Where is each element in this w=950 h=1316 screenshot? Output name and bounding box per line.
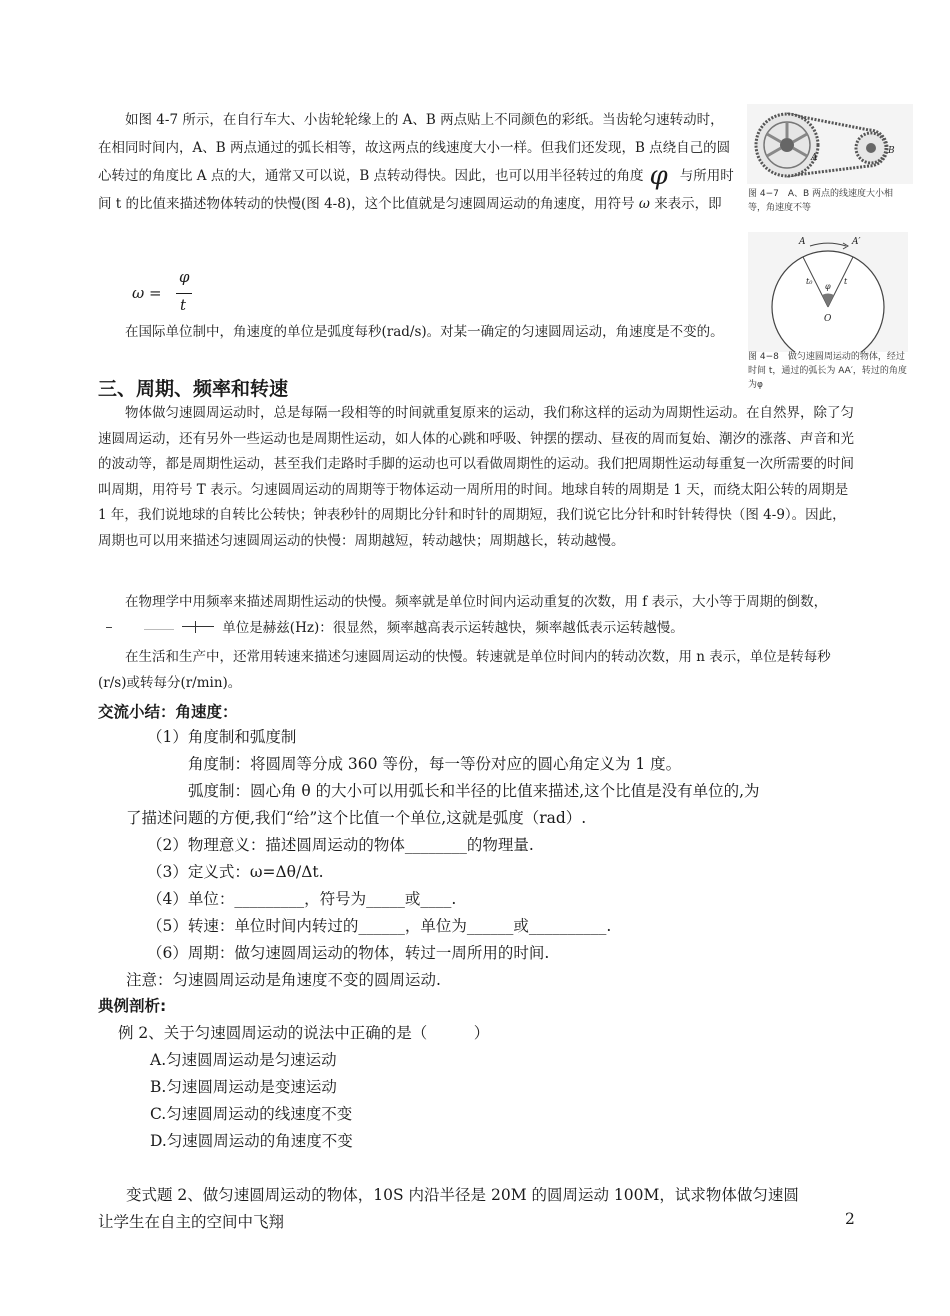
footer-motto: 让学生在自主的空间中飞翔 (98, 1213, 285, 1231)
formula-lhs: ω = (132, 284, 162, 302)
figure-4-8 (748, 232, 908, 352)
unit-paragraph: 在国际单位制中，角速度的单位是弧度每秒(rad/s)。对某一确定的匀速圆周运动，角速度是不变的。 (125, 324, 724, 340)
omega-symbol: ω (638, 196, 650, 212)
summary-item-radian-a: 弧度制：圆心角 θ 的大小可以用弧长和半径的比值来描述,这个比值是没有单位的,为 (188, 782, 760, 800)
rotation-speed-paragraph: 在生活和生产中，还常用转速来描述匀速圆周运动的快慢。转速就是单位时间内的转动次数，用 n 表示，单位是转每秒(r/s)或转每分(r/min)。 (98, 649, 831, 691)
section-3-title: 三、周期、频率和转速 (98, 378, 289, 400)
variant-question: 变式题 2、做匀速圆周运动的物体，10S 内沿半径是 20M 的圆周运动 100M，试求物体做匀速圆 (126, 1186, 799, 1204)
figure-4-7 (747, 104, 913, 184)
fig48-label-a2: A′ (852, 237, 861, 247)
summary-item-radian-b: 了描述问题的方便,我们“给”这个比值一个单位,这就是弧度（rad）. (126, 809, 587, 827)
option-c: C.匀速圆周运动的线速度不变 (150, 1105, 353, 1123)
summary-item-3: （3）定义式：ω=Δθ/Δt. (147, 863, 324, 881)
fig48-label-a: A (799, 237, 806, 247)
frequency-formula-image (98, 620, 218, 634)
period-paragraph: 物体做匀速圆周运动时，总是每隔一段相等的时间就重复原来的运动，我们称这样的运动为周期性运动。在自然界，除了匀速圆周运动，还有另外一些运动也是周期性运动，如人体的心跳和呼吸、钟摆的摆动、昼夜的周而复始、潮汐的涨落、声音和光的波动等，都是周期性运动，甚至我们走路时手脚的运动也可以看做周期性的运动。我们把周期性运动每重复一次所需要的时间叫周期，用符号 T 表示。匀速圆周运动的周期等于物体运动一周所用的时间。地球自转的周期是 1 天，而绕太阳公转的周期是 1 年，我们说地球的自转比公转快；钟表秒针的周期比分针和时针的周期短，我们说它比分针和时针转得快（图 4-9）。因此，周期也可以用来描述匀速圆周运动的快慢：周期越短，转动越快；周期越长，转动越慢。 (98, 405, 854, 549)
option-d: D.匀速圆周运动的角速度不变 (150, 1132, 353, 1150)
summary-title: 交流小结：角速度： (98, 703, 238, 721)
option-b: B.匀速圆周运动是变速运动 (150, 1078, 337, 1096)
example-title: 典例剖析: (98, 997, 167, 1015)
intro-text-a: 如图 4-7 所示，在自行车大、小齿轮轮缘上的 A、B 两点贴上不同颜色的彩纸。当齿轮匀速转动时，在相同时间内，A、B 两点通过的弧长相等，故这两点的线速度大小一样。但我们还发现，B 点绕自己的圆心转过的角度比 A 点的大，通常又可以说，B 点转动得快。因此，也可以用半径转过的角度 (98, 112, 731, 184)
phi-symbol: φ (649, 161, 668, 191)
formula-denominator: t (180, 296, 187, 314)
summary-item-6: （6）周期：做匀速圆周运动的物体，转过一周所用的时间. (147, 944, 550, 962)
omega-formula (132, 268, 202, 320)
intro-text-c: 来表示，即 (654, 196, 722, 212)
summary-item-degree: 角度制：将圆周等分成 360 等份，每一等份对应的圆心角定义为 1 度。 (188, 755, 682, 773)
summary-item-2: （2）物理意义：描述圆周运动的物体________的物理量. (147, 836, 534, 854)
large-gear-hub (780, 138, 794, 152)
intro-text-b: 与所用时间 t 的比值来描述物体转动的快慢(图 4-8)，这个比值就是匀速圆周运动的角速度，用符号 (98, 168, 734, 212)
example-question: 例 2、关于匀速圆周运动的说法中正确的是（ ） (118, 1024, 490, 1042)
fig48-label-o: O (824, 314, 832, 324)
fig48-label-t: t (844, 277, 848, 286)
frequency-paragraph (98, 589, 855, 641)
fig48-label-t0: t₀ (806, 277, 813, 286)
option-a: A.匀速圆周运动是匀速运动 (150, 1051, 337, 1069)
frequency-text-a: 在物理学中用频率来描述周期性运动的快慢。频率就是单位时间内运动重复的次数，用 f 表示，大小等于周期的倒数， (125, 594, 828, 610)
summary-note: 注意：匀速圆周运动是角速度不变的圆周运动. (126, 971, 441, 989)
page-number: 2 (845, 1210, 855, 1228)
formula-numerator: φ (179, 268, 190, 286)
fig48-caption: 图 4−8 做匀速圆周运动的物体，经过时间 t，通过的弧长为 AA′，转过的角度为φ (748, 352, 907, 390)
fig48-label-phi: φ (825, 282, 831, 291)
fig47-caption: 图 4−7 A、B 两点的线速度大小相等，角速度不等 (748, 189, 894, 213)
fraction-bar (176, 293, 192, 294)
frequency-text-b: 单位是赫兹(Hz)：很显然，频率越高表示运转越快，频率越低表示运转越慢。 (222, 620, 684, 636)
small-gear-hub (866, 143, 876, 153)
summary-item-5: （5）转速：单位时间内转过的______，单位为______或__________. (147, 917, 612, 935)
intro-paragraph (98, 106, 734, 218)
fig47-label-a: A (811, 153, 818, 163)
summary-item-1: （1）角度制和弧度制 (147, 728, 297, 746)
summary-item-4: （4）单位：_________，符号为_____或____. (147, 890, 457, 908)
fig47-label-b: B (888, 146, 895, 156)
